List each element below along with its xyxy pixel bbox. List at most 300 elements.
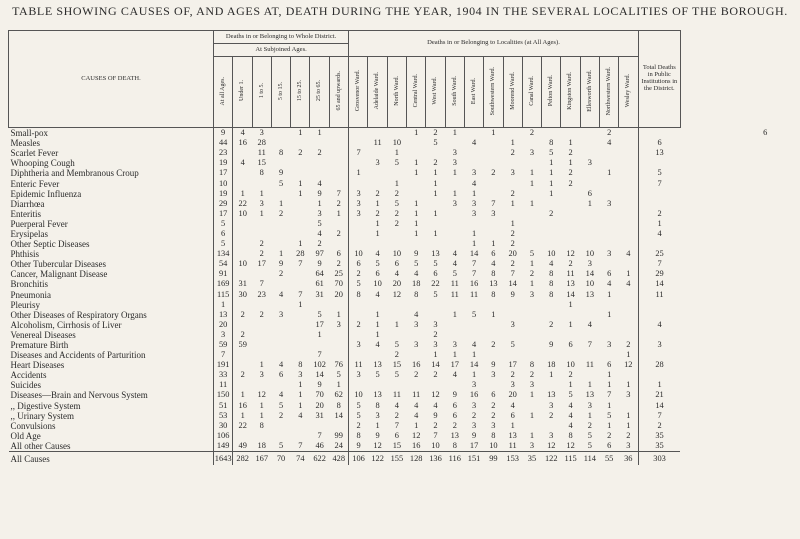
value-cell: 2 [298,148,303,158]
value-cell [445,209,464,219]
table-title: TABLE SHOWING CAUSES OF, AND AGES AT, DEATH DURING THE YEAR, 1904 IN THE SEVERAL LOCALITIES OF THE BOROUGH. [12,4,788,18]
value-cell: 1 [549,370,554,380]
ward-column-header [619,57,638,128]
total-row [9,452,794,466]
value-cell: 3 [356,370,361,380]
value-cell: 28 [296,249,305,259]
value-cell [619,310,638,320]
value-cell: 13 [585,289,595,299]
value-cell: 1 [607,370,612,380]
value-cell: 14 [315,370,324,380]
value-cell [464,330,483,340]
value-cell [561,310,580,320]
value-cell [580,168,599,178]
value-cell: 1 [568,299,573,309]
value-cell [271,380,290,390]
value-cell: 5 [356,400,361,410]
table-row [9,350,794,360]
value-cell: 17 [450,360,459,370]
value-cell [252,330,271,340]
value-cell: 9 [317,259,322,269]
value-cell [233,148,252,158]
table-row [9,148,794,158]
value-cell [387,380,406,390]
value-cell: 2 [278,208,284,218]
column-header-label: 1 to 5. [258,83,265,99]
value-cell [619,320,638,330]
value-cell [580,239,599,249]
value-cell: 3 [375,158,380,168]
value-cell: 8 [414,289,419,299]
table-row [9,300,794,310]
value-cell: 7 [491,198,496,208]
value-cell [464,148,483,158]
value-cell: 4 [278,360,284,370]
value-cell: 8 [375,400,380,410]
table-row [9,279,794,289]
value-cell: 8 [259,168,264,178]
value-cell: 5 [394,158,399,168]
value-cell [464,158,483,168]
value-cell: 2 [471,410,477,420]
value-cell [271,128,290,139]
value-cell [445,239,464,249]
value-cell: 11 [257,148,266,158]
value-cell [233,229,252,239]
value-cell: 2 [433,158,438,168]
cause-header: CAUSES OF DEATH. [9,31,214,128]
value-cell [561,199,580,209]
value-cell: 1 [278,198,284,208]
value-cell [503,209,522,219]
table-row [9,209,794,219]
value-cell [407,300,426,310]
column-header-label: Southwestern Ward. [490,66,497,116]
value-cell [542,310,561,320]
value-cell: 20 [315,400,324,410]
value-cell: 1 [491,239,496,249]
value-cell: 1 [375,228,380,238]
value-cell: 2 [356,420,361,430]
value-cell [522,189,541,199]
value-cell: 13 [585,390,595,400]
value-cell: 1 [298,239,303,249]
value-cell: 2 [433,128,438,138]
value-cell: 1 [433,228,438,238]
value-cell [291,199,310,209]
cause-cell: Alcoholism, Cirrhosis of Liver [9,320,214,330]
value-cell: 12 [392,289,402,299]
value-cell: 10 [238,259,247,269]
table-row [9,421,794,431]
value-cell [484,219,503,229]
value-cell: 5 [433,289,438,299]
value-cell: 5 [510,340,515,350]
cause-cell: Old Age [9,431,214,441]
value-cell [329,219,348,229]
value-cell: 6 [491,390,496,400]
value-cell [600,158,619,168]
value-cell: 4 [375,340,380,350]
value-cell: 303 [638,452,680,466]
value-cell: 3 [259,128,264,138]
value-cell: 46 [315,440,324,450]
value-cell: 5 [394,340,399,350]
value-cell: 1 [471,350,477,360]
value-cell [542,421,561,431]
value-cell [252,431,271,441]
value-cell: 1 [607,168,612,178]
value-cell: 35 [522,452,541,466]
value-cell: 3 [491,208,496,218]
value-cell: 7 [214,350,233,360]
value-cell: 5 [214,219,233,229]
value-cell: 1 [619,411,638,421]
value-cell [638,330,680,340]
value-cell: 2 [529,269,535,279]
value-cell: 106 [214,431,233,441]
value-cell: 6 [763,127,768,137]
cause-cell: All Causes [9,452,214,466]
value-cell [464,300,483,310]
value-cell: 2 [607,128,612,138]
value-cell: 5 [317,309,322,319]
value-cell [310,300,329,310]
value-cell [271,229,290,239]
value-cell: 1 [471,370,477,380]
value-cell: 4 [471,138,477,148]
value-cell: 17 [214,168,233,178]
value-cell: 31 [238,279,247,289]
value-cell: 10 [354,249,363,259]
value-cell [329,128,348,139]
value-cell: 122 [368,452,387,466]
column-header-label: East Ward. [470,77,477,105]
value-cell [368,168,387,178]
age-column-header [291,57,310,128]
ward-column-header [349,57,368,128]
value-cell [542,219,561,229]
value-cell [252,320,271,330]
value-cell: 3 [414,340,419,350]
value-cell: 3 [529,440,535,450]
cause-cell: Venereal Diseases [9,330,214,340]
value-cell: 4 [452,259,457,269]
value-cell [580,229,599,239]
value-cell [503,178,522,188]
cause-cell: Pneumonia [9,290,214,300]
value-cell [426,300,445,310]
value-cell: 14 [566,289,575,299]
ward-column-header [522,57,541,128]
value-cell: 14 [431,360,440,370]
value-cell: 2 [375,188,380,198]
value-cell: 3 [214,330,233,340]
value-cell: 33 [214,370,233,380]
value-cell: 2 [529,370,535,380]
value-cell: 91 [214,269,233,279]
value-cell: 106 [349,452,368,466]
cause-cell: Erysipelas [9,229,214,239]
value-cell: 1 [619,350,638,360]
value-cell: 6 [607,269,612,279]
value-cell: 10 [585,279,595,289]
value-cell: 14 [469,360,479,370]
value-cell: 6 [214,229,233,239]
value-cell: 5 [638,168,680,178]
value-cell [368,178,387,188]
value-cell: 14 [469,249,479,259]
value-cell [426,199,445,209]
value-cell: 31 [315,289,324,299]
value-cell: 61 [315,279,324,289]
value-cell: 8 [329,401,348,411]
value-cell [252,380,271,390]
value-cell: 6 [491,249,496,259]
value-cell: 55 [600,452,619,466]
value-cell [600,300,619,310]
cause-cell: Accidents [9,370,214,380]
value-cell: 6 [278,370,284,380]
value-cell: 3 [471,400,477,410]
value-cell: 1 [375,319,380,329]
value-cell [619,148,638,158]
value-cell [291,219,310,229]
value-cell [619,138,638,148]
value-cell: 8 [452,440,457,450]
value-cell [329,239,348,249]
value-cell [233,239,252,249]
value-cell: 14 [638,401,680,411]
ward-column-header [600,57,619,128]
ward-column-header [542,57,561,128]
value-cell [580,350,599,360]
value-cell: 16 [238,400,247,410]
value-cell [233,350,252,360]
value-cell: 5 [607,410,612,420]
value-cell [368,350,387,360]
table-row [9,269,794,279]
value-cell: 4 [619,249,638,259]
value-cell: 1 [414,158,419,168]
value-cell: 1 [414,420,419,430]
value-cell [580,138,599,148]
value-cell [600,350,619,360]
value-cell: 1 [433,178,438,188]
value-cell [349,350,368,360]
value-cell [638,300,680,310]
value-cell [600,320,619,330]
value-cell: 54 [214,259,233,269]
value-cell: 3 [529,148,535,158]
value-cell [542,300,561,310]
value-cell: 1 [433,188,438,198]
value-cell [368,128,387,139]
value-cell: 11 [354,360,363,370]
value-cell [445,380,464,390]
ward-column-header [464,57,483,128]
value-cell: 3 [356,340,361,350]
value-cell [503,300,522,310]
value-cell [426,380,445,390]
value-cell: 3 [619,390,638,400]
value-cell: 2 [568,178,573,188]
value-cell [291,431,310,441]
value-cell: 2 [452,420,457,430]
value-cell: 11 [373,138,382,148]
value-cell: 17 [508,360,517,370]
value-cell: 1 [317,128,322,138]
column-header-label: 65 and upwards. [335,71,342,111]
value-cell [233,168,252,178]
value-cell: 1 [587,198,592,208]
table-row [9,199,794,209]
value-cell: 1 [240,390,245,400]
value-cell: 7 [638,411,680,421]
value-cell: 3 [298,370,303,380]
value-cell: 2 [568,370,573,380]
value-cell: 2 [510,148,515,158]
value-cell: 3 [510,168,515,178]
value-cell: 3 [471,420,477,430]
age-column-header [310,57,329,128]
value-cell: 1 [298,299,303,309]
value-cell [619,401,638,411]
value-cell [600,330,619,340]
value-cell: 1 [471,228,477,238]
column-header-label: 25 to 65. [316,80,323,102]
value-cell: 3 [356,188,361,198]
table-row [9,401,794,411]
value-cell [426,310,445,320]
value-cell: 1 [549,188,554,198]
value-cell: 1 [510,138,515,148]
value-cell: 6 [510,410,515,420]
value-cell: 1 [452,309,457,319]
value-cell: 2 [317,239,322,249]
value-cell [464,128,483,139]
value-cell [368,148,387,158]
value-cell [233,178,252,188]
value-cell [638,128,680,139]
value-cell [464,320,483,330]
value-cell [522,138,541,148]
value-cell [464,219,483,229]
value-cell: 3 [471,380,477,390]
value-cell: 3 [452,340,457,350]
cause-cell: Phthisis [9,249,214,259]
value-cell: 1 [529,168,535,178]
value-cell: 10 [585,249,595,259]
value-cell [600,259,619,269]
value-cell: 2 [510,239,515,249]
value-cell [310,168,329,178]
value-cell [233,219,252,229]
value-cell [233,380,252,390]
value-cell [407,380,426,390]
value-cell [349,219,368,229]
value-cell: 1 [278,249,284,259]
value-cell: 6 [452,410,457,420]
value-cell: 2 [510,259,515,269]
value-cell: 7 [638,178,680,188]
mortality-table [8,30,794,465]
table-row [9,138,794,148]
value-cell: 149 [214,441,233,452]
value-cell: 4 [414,269,419,279]
age-group-header: Deaths in or Belonging to Whole District. [214,31,349,44]
value-cell [561,209,580,219]
value-cell: 3 [452,148,457,158]
value-cell [233,300,252,310]
value-cell [600,229,619,239]
value-cell: 10 [354,390,363,400]
value-cell [580,219,599,229]
value-cell: 10 [566,360,575,370]
value-cell: 7 [259,279,264,289]
value-cell: 4 [394,269,399,279]
value-cell [561,128,580,139]
value-cell: 7 [317,430,322,440]
value-cell: 11 [392,390,401,400]
value-cell: 2 [394,188,399,198]
cause-cell: Measles [9,138,214,148]
column-header-label: Kingston Ward. [567,72,574,110]
table-row [9,411,794,421]
value-cell [445,229,464,239]
table-row [9,431,794,441]
value-cell: 2 [491,168,496,178]
value-cell: 22 [238,198,247,208]
value-cell: 151 [464,452,483,466]
value-cell: 70 [271,452,290,466]
value-cell: 1 [619,380,638,390]
value-cell: 1 [414,128,419,138]
value-cell: 3 [491,370,496,380]
value-cell: 5 [356,410,361,420]
value-cell: 1 [549,158,554,168]
value-cell: 13 [508,430,517,440]
value-cell: 4 [452,249,457,259]
value-cell: 1 [568,138,573,148]
cause-cell: Enteritis [9,209,214,219]
value-cell: 13 [450,430,459,440]
value-cell [522,350,541,360]
value-cell [619,300,638,310]
value-cell: 5 [587,430,592,440]
value-cell [271,219,290,229]
value-cell: 1 [607,400,612,410]
value-cell: 3 [510,319,515,329]
column-header-label: Northwestern Ward. [606,66,613,116]
value-cell: 29 [214,199,233,209]
cause-cell: Pleurisy [9,300,214,310]
value-cell: 16 [469,279,479,289]
value-cell: 17 [257,259,266,269]
value-cell: 3 [619,441,638,452]
value-cell [542,128,561,139]
value-cell: 3 [471,168,477,178]
value-cell: 10 [214,178,233,188]
value-cell: 4 [298,410,303,420]
value-cell: 1 [433,350,438,360]
table-row [9,219,794,229]
value-cell [522,158,541,168]
value-cell: 4 [375,249,380,259]
value-cell [503,128,522,139]
table-row [9,320,794,330]
value-cell [271,431,290,441]
